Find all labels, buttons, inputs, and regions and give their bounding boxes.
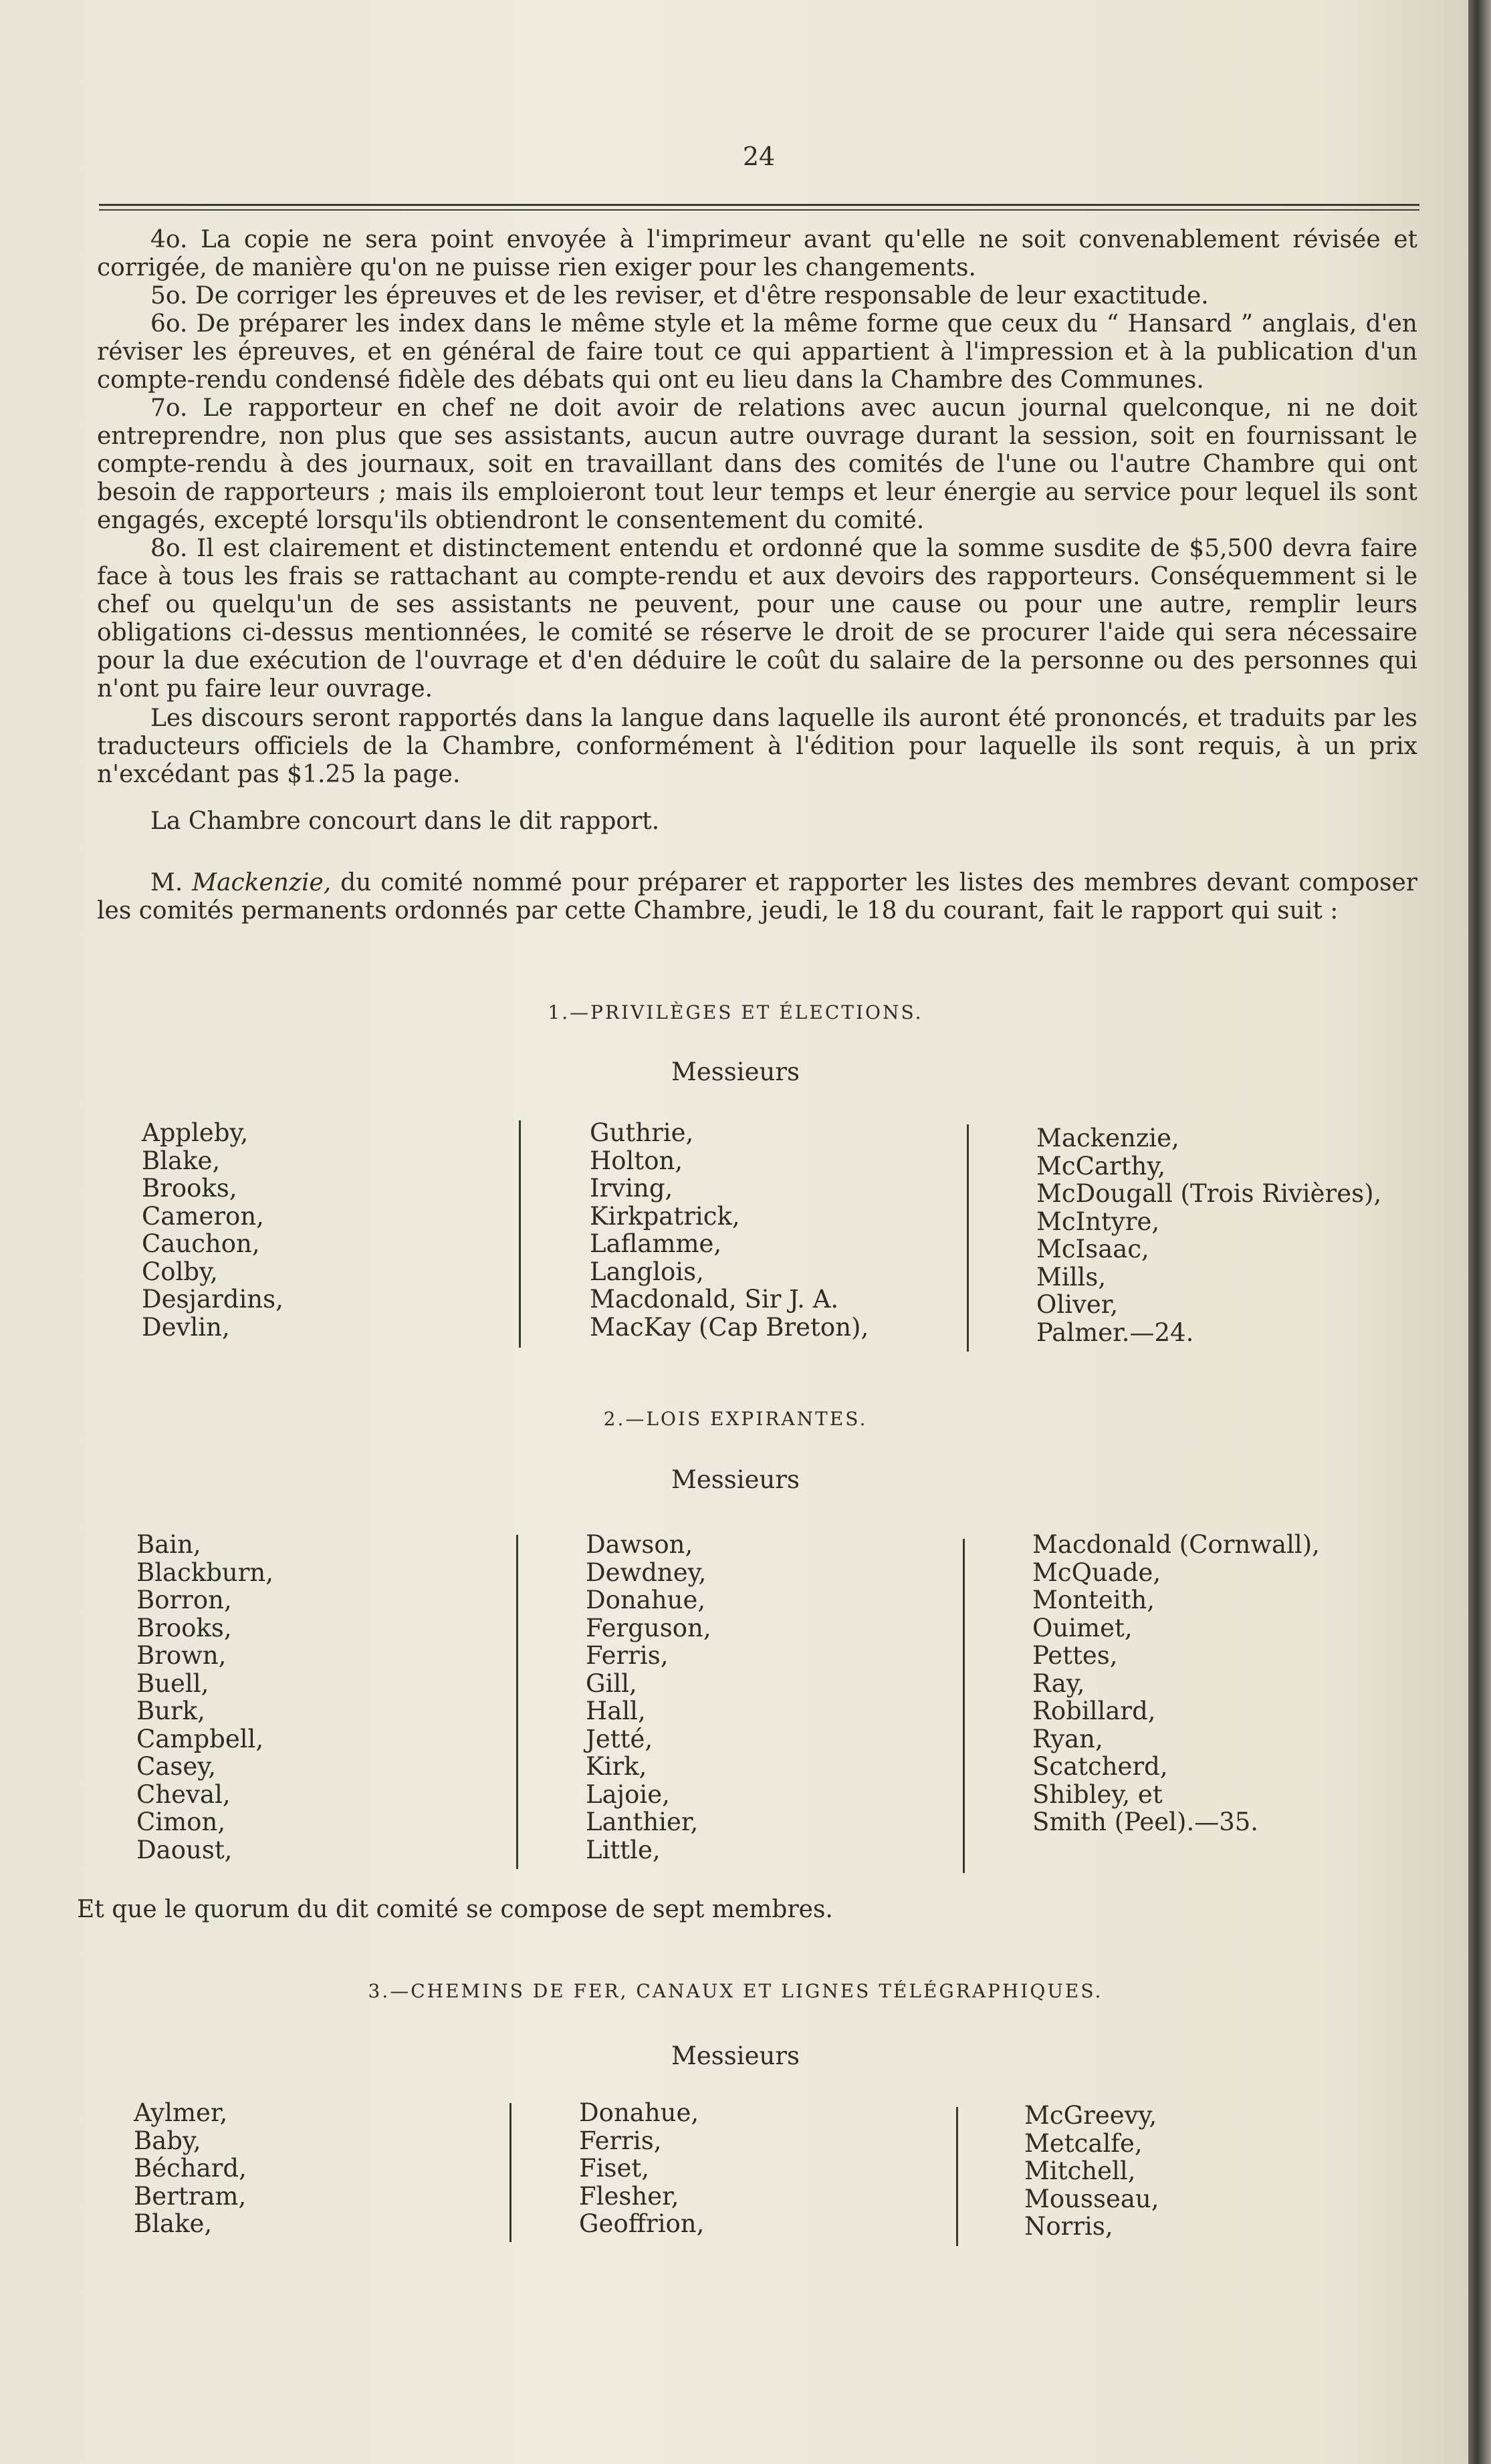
member-name: Lanthier, bbox=[586, 1808, 699, 1836]
member-name: Lajoie, bbox=[586, 1779, 670, 1809]
member-name: Béchard, bbox=[134, 2154, 247, 2183]
header-rule-top bbox=[99, 204, 1419, 206]
member-name: Daoust, bbox=[136, 1835, 233, 1864]
header-rule-bottom bbox=[99, 209, 1419, 211]
member-name: Cheval, bbox=[136, 1779, 231, 1809]
member-name: Donahue, bbox=[579, 2098, 699, 2127]
column-divider bbox=[956, 2107, 958, 2246]
member-name: Gill, bbox=[586, 1669, 637, 1698]
column-divider bbox=[967, 1124, 969, 1352]
member-name: Little, bbox=[586, 1835, 661, 1864]
member-name: Brooks, bbox=[142, 1174, 237, 1203]
column-divider bbox=[509, 2103, 511, 2242]
member-name: Blake, bbox=[134, 2209, 213, 2238]
member-name: Holton, bbox=[590, 1146, 683, 1175]
member-name: Casey, bbox=[136, 1752, 217, 1781]
paragraph-discours: Les discours seront rapportés dans la langue dans laquelle ils auront été prononcés, et traduits par les traducteurs officiels de la Chambre, conformément à l'édition pour laquelle ils sont requis, à un prix n'excédant pas $1.25 la page. bbox=[97, 705, 1417, 788]
member-name: Burk, bbox=[136, 1697, 205, 1725]
committee-2-col-3 bbox=[1032, 1531, 1320, 1836]
member-name: Hall, bbox=[586, 1697, 646, 1725]
member-name: Dewdney, bbox=[586, 1558, 707, 1587]
member-name: Ferris, bbox=[586, 1641, 669, 1670]
member-name: Langlois, bbox=[590, 1257, 704, 1286]
committee-1-col-1 bbox=[142, 1119, 283, 1341]
member-name: Devlin, bbox=[142, 1312, 230, 1342]
member-name: Macdonald (Cornwall), bbox=[1032, 1530, 1320, 1559]
member-name: Macdonald, Sir J. A. bbox=[590, 1285, 839, 1314]
member-name: Shibley, et bbox=[1032, 1779, 1163, 1809]
member-name: Buell, bbox=[136, 1669, 209, 1698]
committee-2-col-2 bbox=[586, 1531, 711, 1864]
member-name: Robillard, bbox=[1032, 1697, 1156, 1725]
member-name: Mackenzie, bbox=[1036, 1124, 1179, 1152]
page-number: 24 bbox=[742, 142, 776, 171]
paragraph-8o: 8o. Il est clairement et distinctement entendu et ordonné que la somme susdite de $5,500 devra faire face à tous les frais se rattachant au compte-rendu et aux devoirs des rapporteurs. Conséquemment si le chef ou quelqu'un de ses assistants ne peuvent, pour une cause ou pour une autre, remplir leurs obligations ci-dessus mentionnées, le comité se réserve le droit de se procurer l'aide qui sera nécessaire pour la due exécution de l'ouvrage et d'en déduire le coût du salaire de la personne ou des personnes qui n'ont pu faire leur ouvrage. bbox=[97, 535, 1417, 703]
committee-3-salutation: Messieurs bbox=[671, 2042, 800, 2070]
committee-2-heading: 2.—LOIS EXPIRANTES. bbox=[603, 1408, 868, 1430]
paragraph-7o: 7o. Le rapporteur en chef ne doit avoir de relations avec aucun journal quelconque, ni ne doit entreprendre, non plus que ses assistants, aucun autre ouvrage durant la session, soit en fournissant le compte-rendu à des journaux, soit en travaillant dans des comités de l'une ou l'autre Chambre qui ont besoin de rapporteurs ; mais ils emploieront tout leur temps et leur énergie au service pour lequel ils sont engagés, excepté lorsqu'ils obtiendront le consentement du comité. bbox=[97, 394, 1417, 534]
committee-1-heading: 1.—PRIVILÈGES ET ÉLECTIONS. bbox=[548, 1001, 923, 1023]
member-name: Monteith, bbox=[1032, 1586, 1155, 1614]
report-intro-prefix: M. bbox=[150, 869, 193, 896]
member-name: Appleby, bbox=[142, 1118, 249, 1147]
member-name: Campbell, bbox=[136, 1724, 264, 1753]
member-name: Oliver, bbox=[1036, 1290, 1119, 1319]
report-intro bbox=[97, 869, 1417, 925]
concur-statement: La Chambre concourt dans le dit rapport. bbox=[150, 808, 660, 835]
member-name: Brooks, bbox=[136, 1613, 232, 1642]
column-divider bbox=[516, 1535, 518, 1869]
committee-3-heading: 3.—CHEMINS DE FER, CANAUX ET LIGNES TÉLÉGRAPHIQUES. bbox=[368, 1980, 1103, 2002]
committee-2-salutation: Messieurs bbox=[671, 1465, 800, 1494]
member-name: Ferris, bbox=[579, 2126, 662, 2155]
member-name: McIsaac, bbox=[1036, 1235, 1149, 1263]
member-name: Kirk, bbox=[586, 1752, 647, 1781]
member-name: Dawson, bbox=[586, 1530, 693, 1559]
member-name: Scatcherd, bbox=[1032, 1752, 1168, 1781]
committee-1-col-2 bbox=[590, 1119, 869, 1341]
member-name: Cauchon, bbox=[142, 1229, 260, 1258]
member-name: Cimon, bbox=[136, 1808, 226, 1836]
member-name: Jetté, bbox=[586, 1724, 653, 1753]
paragraph-5o: 5o. De corriger les épreuves et de les reviser, et d'être responsable de leur exactitude. bbox=[150, 282, 1209, 310]
page-binding-edge bbox=[1468, 0, 1491, 2464]
member-name: Smith (Peel).—35. bbox=[1032, 1808, 1259, 1836]
member-name: Aylmer, bbox=[134, 2098, 228, 2127]
member-name: Baby, bbox=[134, 2126, 201, 2155]
member-name: Palmer.—24. bbox=[1036, 1318, 1194, 1347]
member-name: Bertram, bbox=[134, 2181, 247, 2211]
committee-3-col-3 bbox=[1024, 2102, 1159, 2241]
paragraph-6o: 6o. De préparer les index dans le même style et la même forme que ceux du “ Hansard ” anglais, d'en réviser les épreuves, et en général de faire tout ce qui appartient à l'impression et à la publication d'un compte-rendu condensé fidèle des débats qui ont eu lieu dans la Chambre des Communes. bbox=[97, 310, 1417, 394]
member-name: McQuade, bbox=[1032, 1558, 1161, 1587]
quorum-statement: Et que le quorum du dit comité se compose de sept membres. bbox=[77, 1896, 833, 1923]
member-name: Flesher, bbox=[579, 2181, 679, 2211]
member-name: Mitchell, bbox=[1024, 2157, 1136, 2185]
member-name: Laflamme, bbox=[590, 1229, 722, 1258]
committee-3-col-2 bbox=[579, 2099, 704, 2238]
member-name: Norris, bbox=[1024, 2212, 1113, 2241]
member-name: Fiset, bbox=[579, 2154, 650, 2183]
member-name: MacKay (Cap Breton), bbox=[590, 1312, 869, 1342]
committee-3-col-1 bbox=[134, 2099, 247, 2238]
member-name: Colby, bbox=[142, 1257, 218, 1286]
member-name: Ouimet, bbox=[1032, 1613, 1133, 1642]
member-name: Ryan, bbox=[1032, 1724, 1103, 1753]
member-name: Ray, bbox=[1032, 1669, 1085, 1698]
paragraph-4o: 4o. La copie ne sera point envoyée à l'imprimeur avant qu'elle ne soit convenablement révisée et corrigée, de manière qu'on ne puisse rien exiger pour les changements. bbox=[97, 226, 1417, 281]
member-name: Guthrie, bbox=[590, 1118, 694, 1147]
member-name: Mousseau, bbox=[1024, 2184, 1159, 2213]
committee-1-salutation: Messieurs bbox=[671, 1058, 800, 1086]
member-name: Mills, bbox=[1036, 1262, 1107, 1291]
member-name: Kirkpatrick, bbox=[590, 1201, 740, 1231]
committee-1-col-3 bbox=[1036, 1124, 1381, 1346]
member-name: McDougall (Trois Rivières), bbox=[1036, 1179, 1382, 1208]
member-name: Bain, bbox=[136, 1530, 201, 1559]
member-name: Brown, bbox=[136, 1641, 227, 1670]
member-name: Borron, bbox=[136, 1586, 232, 1614]
member-name: Metcalfe, bbox=[1024, 2128, 1143, 2158]
column-divider bbox=[519, 1120, 521, 1348]
committee-2-col-1 bbox=[136, 1531, 273, 1864]
member-name: Donahue, bbox=[586, 1586, 706, 1614]
member-name: McIntyre, bbox=[1036, 1207, 1160, 1236]
member-name: Pettes, bbox=[1032, 1641, 1118, 1670]
member-name: McCarthy, bbox=[1036, 1151, 1166, 1181]
report-intro-name: Mackenzie, bbox=[192, 869, 332, 896]
member-name: Blackburn, bbox=[136, 1558, 274, 1587]
member-name: Cameron, bbox=[142, 1201, 264, 1231]
report-intro-text: du comité nommé pour préparer et rapporter les listes des membres devant composer les comités permanents ordonnés par cette Chambre, jeudi, le 18 du courant, fait le rapport qui suit : bbox=[97, 869, 1417, 925]
member-name: McGreevy, bbox=[1024, 2101, 1157, 2130]
member-name: Desjardins, bbox=[142, 1285, 283, 1314]
column-divider bbox=[963, 1539, 965, 1873]
member-name: Blake, bbox=[142, 1146, 221, 1175]
member-name: Geoffrion, bbox=[579, 2209, 705, 2238]
member-name: Ferguson, bbox=[586, 1613, 711, 1642]
member-name: Irving, bbox=[590, 1174, 673, 1203]
